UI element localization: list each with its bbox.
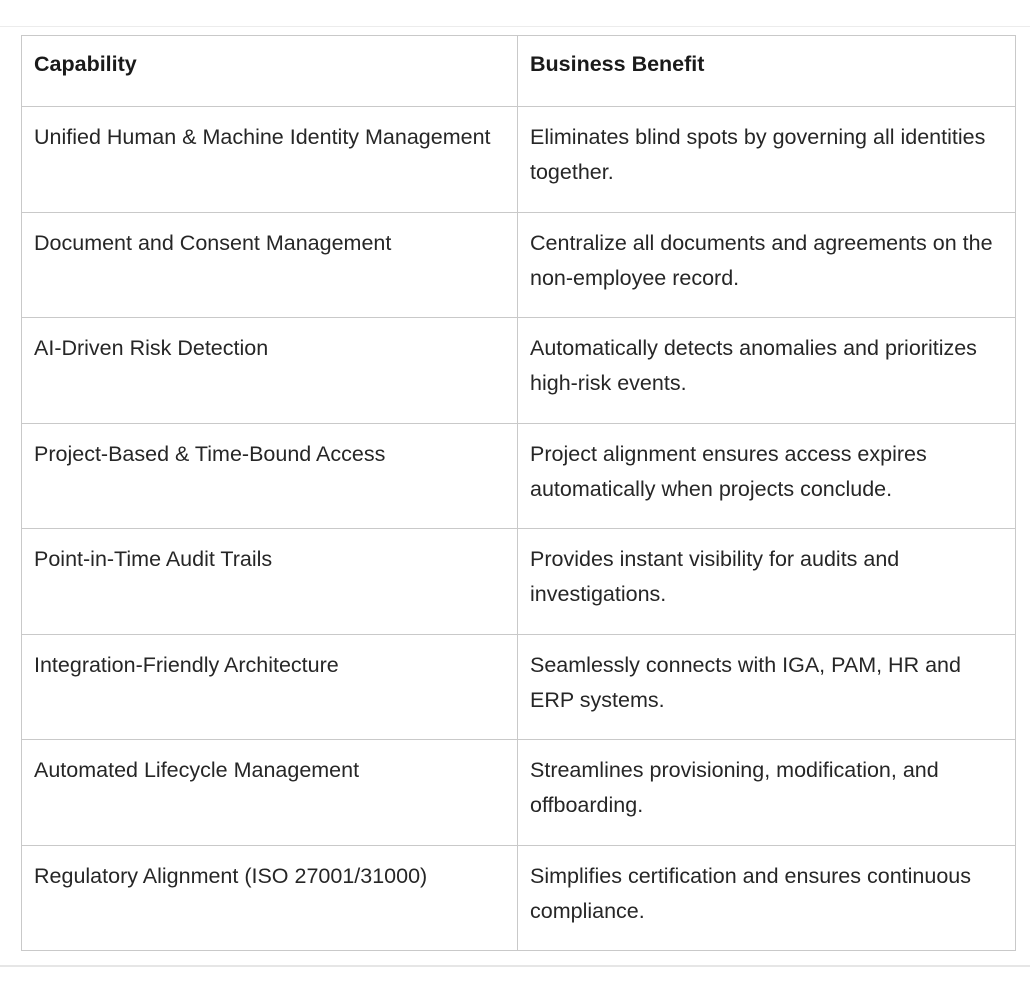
table-row: [22, 740, 1016, 846]
table-row: [22, 634, 1016, 740]
benefit-cell: Provides instant visibility for audits and investigations.: [518, 529, 1016, 635]
header-capability: Capability: [22, 36, 518, 107]
benefit-cell: Seamlessly connects with IGA, PAM, HR and ERP systems.: [518, 634, 1016, 740]
capability-cell: Regulatory Alignment (ISO 27001/31000): [22, 845, 518, 951]
benefit-cell: Eliminates blind spots by governing all identities together.: [518, 107, 1016, 213]
table-row: [22, 212, 1016, 318]
table-row: [22, 529, 1016, 635]
table-header-row: [22, 36, 1016, 107]
table-row: [22, 845, 1016, 951]
capability-cell: Project-Based & Time-Bound Access: [22, 423, 518, 529]
table-row: [22, 107, 1016, 213]
capability-cell: Automated Lifecycle Management: [22, 740, 518, 846]
bottom-divider: [0, 965, 1030, 967]
capability-cell: Point-in-Time Audit Trails: [22, 529, 518, 635]
benefit-cell: Project alignment ensures access expires automatically when projects conclude.: [518, 423, 1016, 529]
capability-cell: Integration-Friendly Architecture: [22, 634, 518, 740]
benefit-cell: Automatically detects anomalies and prioritizes high-risk events.: [518, 318, 1016, 424]
capability-cell: Document and Consent Management: [22, 212, 518, 318]
benefit-cell: Centralize all documents and agreements on the non-employee record.: [518, 212, 1016, 318]
top-divider: [0, 26, 1030, 27]
benefit-cell: Streamlines provisioning, modification, and offboarding.: [518, 740, 1016, 846]
table-row: [22, 423, 1016, 529]
table-row: [22, 318, 1016, 424]
header-business-benefit: Business Benefit: [518, 36, 1016, 107]
capability-cell: AI-Driven Risk Detection: [22, 318, 518, 424]
benefit-cell: Simplifies certification and ensures continuous compliance.: [518, 845, 1016, 951]
capability-cell: Unified Human & Machine Identity Management: [22, 107, 518, 213]
capability-table: [21, 35, 1016, 951]
